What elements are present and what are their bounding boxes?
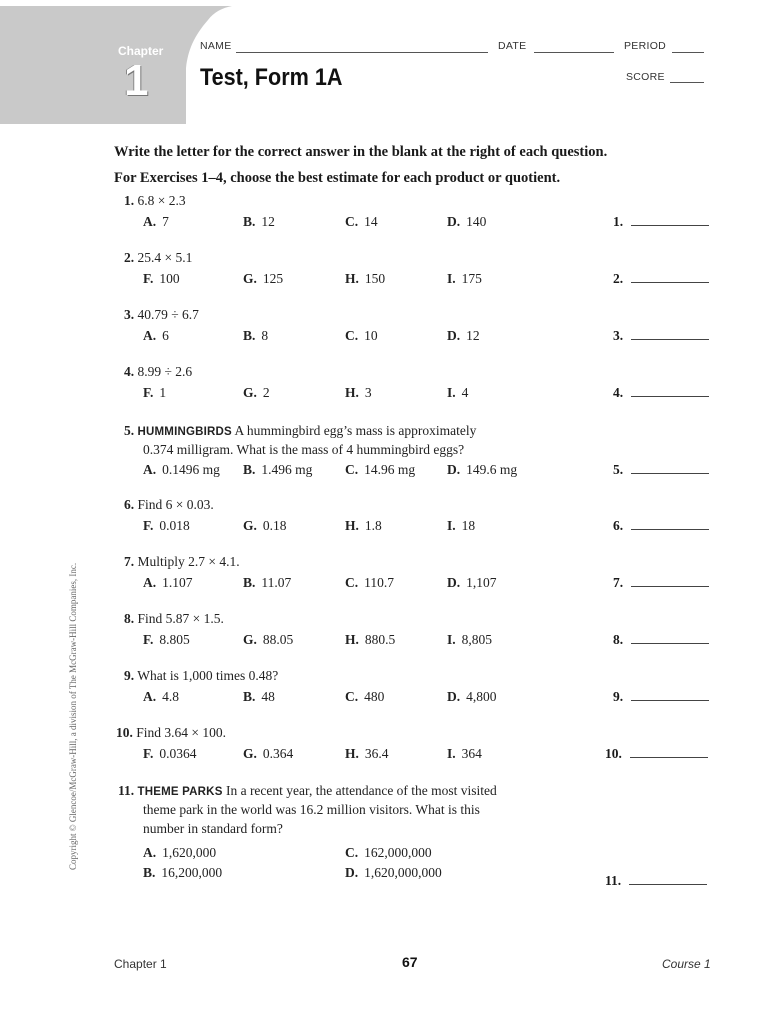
question-1 [124, 193, 186, 209]
option-letter: D. [447, 689, 461, 704]
date-label: DATE [498, 40, 527, 52]
option-letter: B. [243, 575, 256, 590]
option-h[interactable] [345, 385, 372, 401]
answer-line[interactable] [631, 463, 709, 474]
question-topic: HUMMINGBIRDS [137, 426, 232, 438]
answer-number: 3. [613, 328, 624, 343]
question-number: 1. [124, 193, 135, 208]
option-letter: H. [345, 746, 359, 761]
footer-chapter: Chapter 1 [114, 957, 167, 971]
option-a[interactable] [143, 689, 179, 705]
name-field[interactable] [236, 52, 488, 53]
option-g[interactable] [243, 385, 270, 401]
option-value: 125 [262, 271, 284, 286]
question-text: 6.8 × 2.3 [137, 193, 186, 208]
question-text: In a recent year, the attendance of the most visited [225, 783, 497, 798]
option-letter: D. [447, 214, 461, 229]
question-number: 8. [124, 611, 135, 626]
chapter-tab [0, 6, 232, 124]
option-g[interactable] [243, 271, 283, 287]
page-number: 67 [402, 954, 418, 970]
option-f[interactable] [143, 518, 190, 534]
question-number: 9. [124, 668, 135, 683]
option-letter: I. [447, 385, 456, 400]
question-number: 3. [124, 307, 135, 322]
question-text: A hummingbird egg’s mass is approximately [234, 423, 477, 438]
answer-blank-4[interactable] [613, 385, 709, 401]
option-letter: I. [447, 632, 456, 647]
question-topic: THEME PARKS [137, 786, 223, 798]
option-letter: G. [243, 385, 257, 400]
score-field[interactable] [670, 82, 704, 83]
option-letter: A. [143, 845, 157, 860]
question-2 [124, 250, 192, 266]
answer-line[interactable] [631, 329, 709, 340]
option-letter: I. [447, 746, 456, 761]
question-7 [124, 554, 240, 570]
question-text: Find 3.64 × 100. [136, 725, 226, 740]
option-i[interactable] [447, 385, 468, 401]
option-letter: C. [345, 328, 359, 343]
option-letter: A. [143, 214, 157, 229]
option-h[interactable] [345, 746, 389, 762]
question-3 [124, 307, 199, 323]
option-g[interactable] [243, 746, 293, 762]
option-value: 36.4 [364, 746, 389, 761]
option-value: 1.107 [162, 575, 193, 590]
option-value: 1 [159, 385, 167, 400]
answer-blank-8[interactable] [613, 632, 709, 648]
option-letter: D. [447, 328, 461, 343]
period-label: PERIOD [624, 40, 667, 52]
option-letter: I. [447, 271, 456, 286]
answer-blank-2[interactable] [613, 271, 709, 287]
question-11-line-3: number in standard form? [143, 821, 283, 836]
option-c[interactable] [345, 845, 432, 861]
question-number: 11. [118, 783, 135, 798]
option-value: 175 [461, 271, 482, 286]
option-value: 0.1496 mg [162, 462, 220, 477]
option-letter: G. [243, 518, 257, 533]
option-letter: F. [143, 385, 154, 400]
option-letter: C. [345, 689, 359, 704]
option-letter: A. [143, 575, 157, 590]
option-b[interactable] [243, 462, 312, 478]
question-9 [124, 668, 278, 684]
option-letter: D. [345, 865, 359, 880]
option-value: 4 [461, 385, 469, 400]
option-value: 150 [364, 271, 386, 286]
option-value: 149.6 mg [466, 462, 518, 477]
option-value: 4,800 [466, 689, 497, 704]
option-c[interactable] [345, 214, 378, 230]
option-f[interactable] [143, 385, 166, 401]
answer-blank-10[interactable] [605, 746, 708, 762]
instruction-line-2: For Exercises 1–4, choose the best estimate for each product or quotient. [114, 170, 561, 186]
option-letter: B. [243, 328, 256, 343]
instruction-line-1: Write the letter for the correct answer in the blank at the right of each question. [114, 144, 608, 160]
option-value: 480 [364, 689, 385, 704]
option-h[interactable] [345, 271, 385, 287]
chapter-label: Chapter [118, 44, 164, 58]
option-letter: D. [447, 462, 461, 477]
option-value: 0.018 [159, 518, 190, 533]
question-10 [116, 725, 226, 741]
option-value: 1.496 mg [261, 462, 313, 477]
option-i[interactable] [447, 632, 492, 648]
option-value: 1,620,000 [162, 845, 217, 860]
option-letter: C. [345, 462, 359, 477]
option-value: 8.805 [159, 632, 190, 647]
answer-number: 4. [613, 385, 624, 400]
option-b[interactable] [143, 865, 222, 881]
option-letter: F. [143, 518, 154, 533]
answer-blank-7[interactable] [613, 575, 709, 591]
option-value: 0.364 [262, 746, 294, 761]
option-c[interactable] [345, 462, 415, 478]
answer-blank-5[interactable] [613, 462, 709, 478]
answer-blank-9[interactable] [613, 689, 709, 705]
option-i[interactable] [447, 518, 475, 534]
option-letter: F. [143, 746, 154, 761]
option-value: 11.07 [261, 575, 292, 590]
option-letter: B. [243, 689, 256, 704]
question-number: 6. [124, 497, 135, 512]
answer-blank-1[interactable] [613, 214, 709, 230]
question-8 [124, 611, 224, 627]
option-letter: A. [143, 689, 157, 704]
option-f[interactable] [143, 746, 197, 762]
question-number: 7. [124, 554, 135, 569]
answer-number: 5. [613, 462, 624, 477]
option-letter: D. [447, 575, 461, 590]
period-field[interactable] [672, 52, 704, 53]
option-value: 6 [162, 328, 169, 343]
option-letter: B. [243, 214, 256, 229]
answer-number: 9. [613, 689, 624, 704]
option-g[interactable] [243, 632, 293, 648]
option-b[interactable] [243, 689, 275, 705]
question-4 [124, 364, 192, 380]
option-letter: G. [243, 632, 257, 647]
option-i[interactable] [447, 746, 482, 762]
option-letter: G. [243, 746, 257, 761]
option-value: 100 [159, 271, 180, 286]
answer-number: 10. [605, 746, 622, 761]
option-b[interactable] [243, 328, 268, 344]
question-text: Find 6 × 0.03. [137, 497, 214, 512]
option-letter: B. [143, 865, 156, 880]
option-letter: C. [345, 845, 359, 860]
score-label: SCORE [626, 71, 665, 83]
option-value: 4.8 [162, 689, 179, 704]
option-f[interactable] [143, 271, 180, 287]
option-value: 1,620,000,000 [364, 865, 442, 880]
answer-number: 8. [613, 632, 624, 647]
option-a[interactable] [143, 214, 169, 230]
answer-line[interactable] [629, 874, 707, 885]
answer-line[interactable] [631, 272, 709, 283]
option-value: 12 [261, 214, 275, 229]
question-number: 4. [124, 364, 135, 379]
question-11-line-1 [118, 783, 497, 799]
answer-number: 2. [613, 271, 624, 286]
option-letter: H. [345, 271, 359, 286]
option-a[interactable] [143, 845, 216, 861]
option-value: 0.18 [262, 518, 287, 533]
answer-line[interactable] [630, 747, 708, 758]
answer-number: 7. [613, 575, 624, 590]
option-i[interactable] [447, 271, 482, 287]
page-title: Test, Form 1A [200, 64, 343, 91]
option-value: 3 [364, 385, 372, 400]
copyright-notice: Copyright © Glencoe/McGraw-Hill, a division of The McGraw-Hill Companies, Inc. [68, 562, 78, 870]
option-value: 110.7 [364, 575, 394, 590]
question-5 [124, 423, 476, 439]
answer-line[interactable] [631, 633, 709, 644]
answer-line[interactable] [631, 576, 709, 587]
question-text: 40.79 ÷ 6.7 [137, 307, 199, 322]
answer-line[interactable] [631, 215, 709, 226]
question-number: 2. [124, 250, 135, 265]
option-value: 1.8 [364, 518, 382, 533]
option-c[interactable] [345, 575, 394, 591]
option-value: 8 [261, 328, 269, 343]
question-text: 8.99 ÷ 2.6 [137, 364, 193, 379]
question-text: Find 5.87 × 1.5. [137, 611, 224, 626]
option-letter: C. [345, 214, 359, 229]
option-letter: A. [143, 462, 157, 477]
option-d[interactable] [447, 689, 497, 705]
option-value: 10 [364, 328, 378, 343]
date-field[interactable] [534, 52, 614, 53]
option-d[interactable] [447, 214, 486, 230]
answer-line[interactable] [631, 386, 709, 397]
option-h[interactable] [345, 518, 382, 534]
question-text: Multiply 2.7 × 4.1. [137, 554, 240, 569]
question-text-line-2: 0.374 milligram. What is the mass of 4 hummingbird eggs? [143, 442, 465, 457]
option-f[interactable] [143, 632, 190, 648]
option-letter: H. [345, 518, 359, 533]
answer-number: 1. [613, 214, 624, 229]
question-text: 25.4 × 5.1 [137, 250, 193, 265]
option-value: 2 [262, 385, 270, 400]
name-label: NAME [200, 40, 232, 52]
option-value: 12 [466, 328, 480, 343]
option-value: 16,200,000 [161, 865, 223, 880]
option-letter: C. [345, 575, 359, 590]
option-letter: H. [345, 385, 359, 400]
answer-blank-3[interactable] [613, 328, 709, 344]
option-a[interactable] [143, 575, 193, 591]
option-letter: F. [143, 632, 154, 647]
option-value: 1,107 [466, 575, 497, 590]
option-a[interactable] [143, 328, 169, 344]
option-g[interactable] [243, 518, 287, 534]
answer-line[interactable] [631, 519, 709, 530]
option-letter: A. [143, 328, 157, 343]
option-value: 162,000,000 [364, 845, 432, 860]
option-value: 7 [162, 214, 169, 229]
option-c[interactable] [345, 689, 384, 705]
option-h[interactable] [345, 632, 395, 648]
option-value: 364 [461, 746, 482, 761]
question-6 [124, 497, 214, 513]
option-value: 18 [461, 518, 476, 533]
answer-blank-11[interactable] [605, 873, 707, 889]
option-value: 140 [466, 214, 487, 229]
option-d[interactable] [447, 575, 497, 591]
option-letter: I. [447, 518, 456, 533]
question-number: 10. [116, 725, 133, 740]
option-value: 8,805 [461, 632, 493, 647]
option-b[interactable] [243, 575, 291, 591]
option-letter: G. [243, 271, 257, 286]
option-letter: B. [243, 462, 256, 477]
option-value: 14.96 mg [364, 462, 416, 477]
option-d[interactable] [447, 328, 480, 344]
option-b[interactable] [243, 214, 275, 230]
question-text: What is 1,000 times 0.48? [137, 668, 279, 683]
answer-number: 6. [613, 518, 624, 533]
option-value: 880.5 [364, 632, 396, 647]
question-11-line-2: theme park in the world was 16.2 million visitors. What is this [143, 802, 480, 817]
option-value: 48 [261, 689, 275, 704]
answer-blank-6[interactable] [613, 518, 709, 534]
option-letter: F. [143, 271, 154, 286]
option-value: 0.0364 [159, 746, 197, 761]
answer-line[interactable] [631, 690, 709, 701]
option-letter: H. [345, 632, 359, 647]
option-value: 14 [364, 214, 378, 229]
question-number: 5. [124, 423, 135, 438]
option-value: 88.05 [262, 632, 294, 647]
answer-number: 11. [605, 873, 622, 888]
chapter-number: 1 [124, 56, 149, 105]
option-d[interactable] [345, 865, 442, 881]
option-d[interactable] [447, 462, 517, 478]
option-a[interactable] [143, 462, 220, 478]
footer-course: Course 1 [662, 957, 711, 971]
option-c[interactable] [345, 328, 378, 344]
